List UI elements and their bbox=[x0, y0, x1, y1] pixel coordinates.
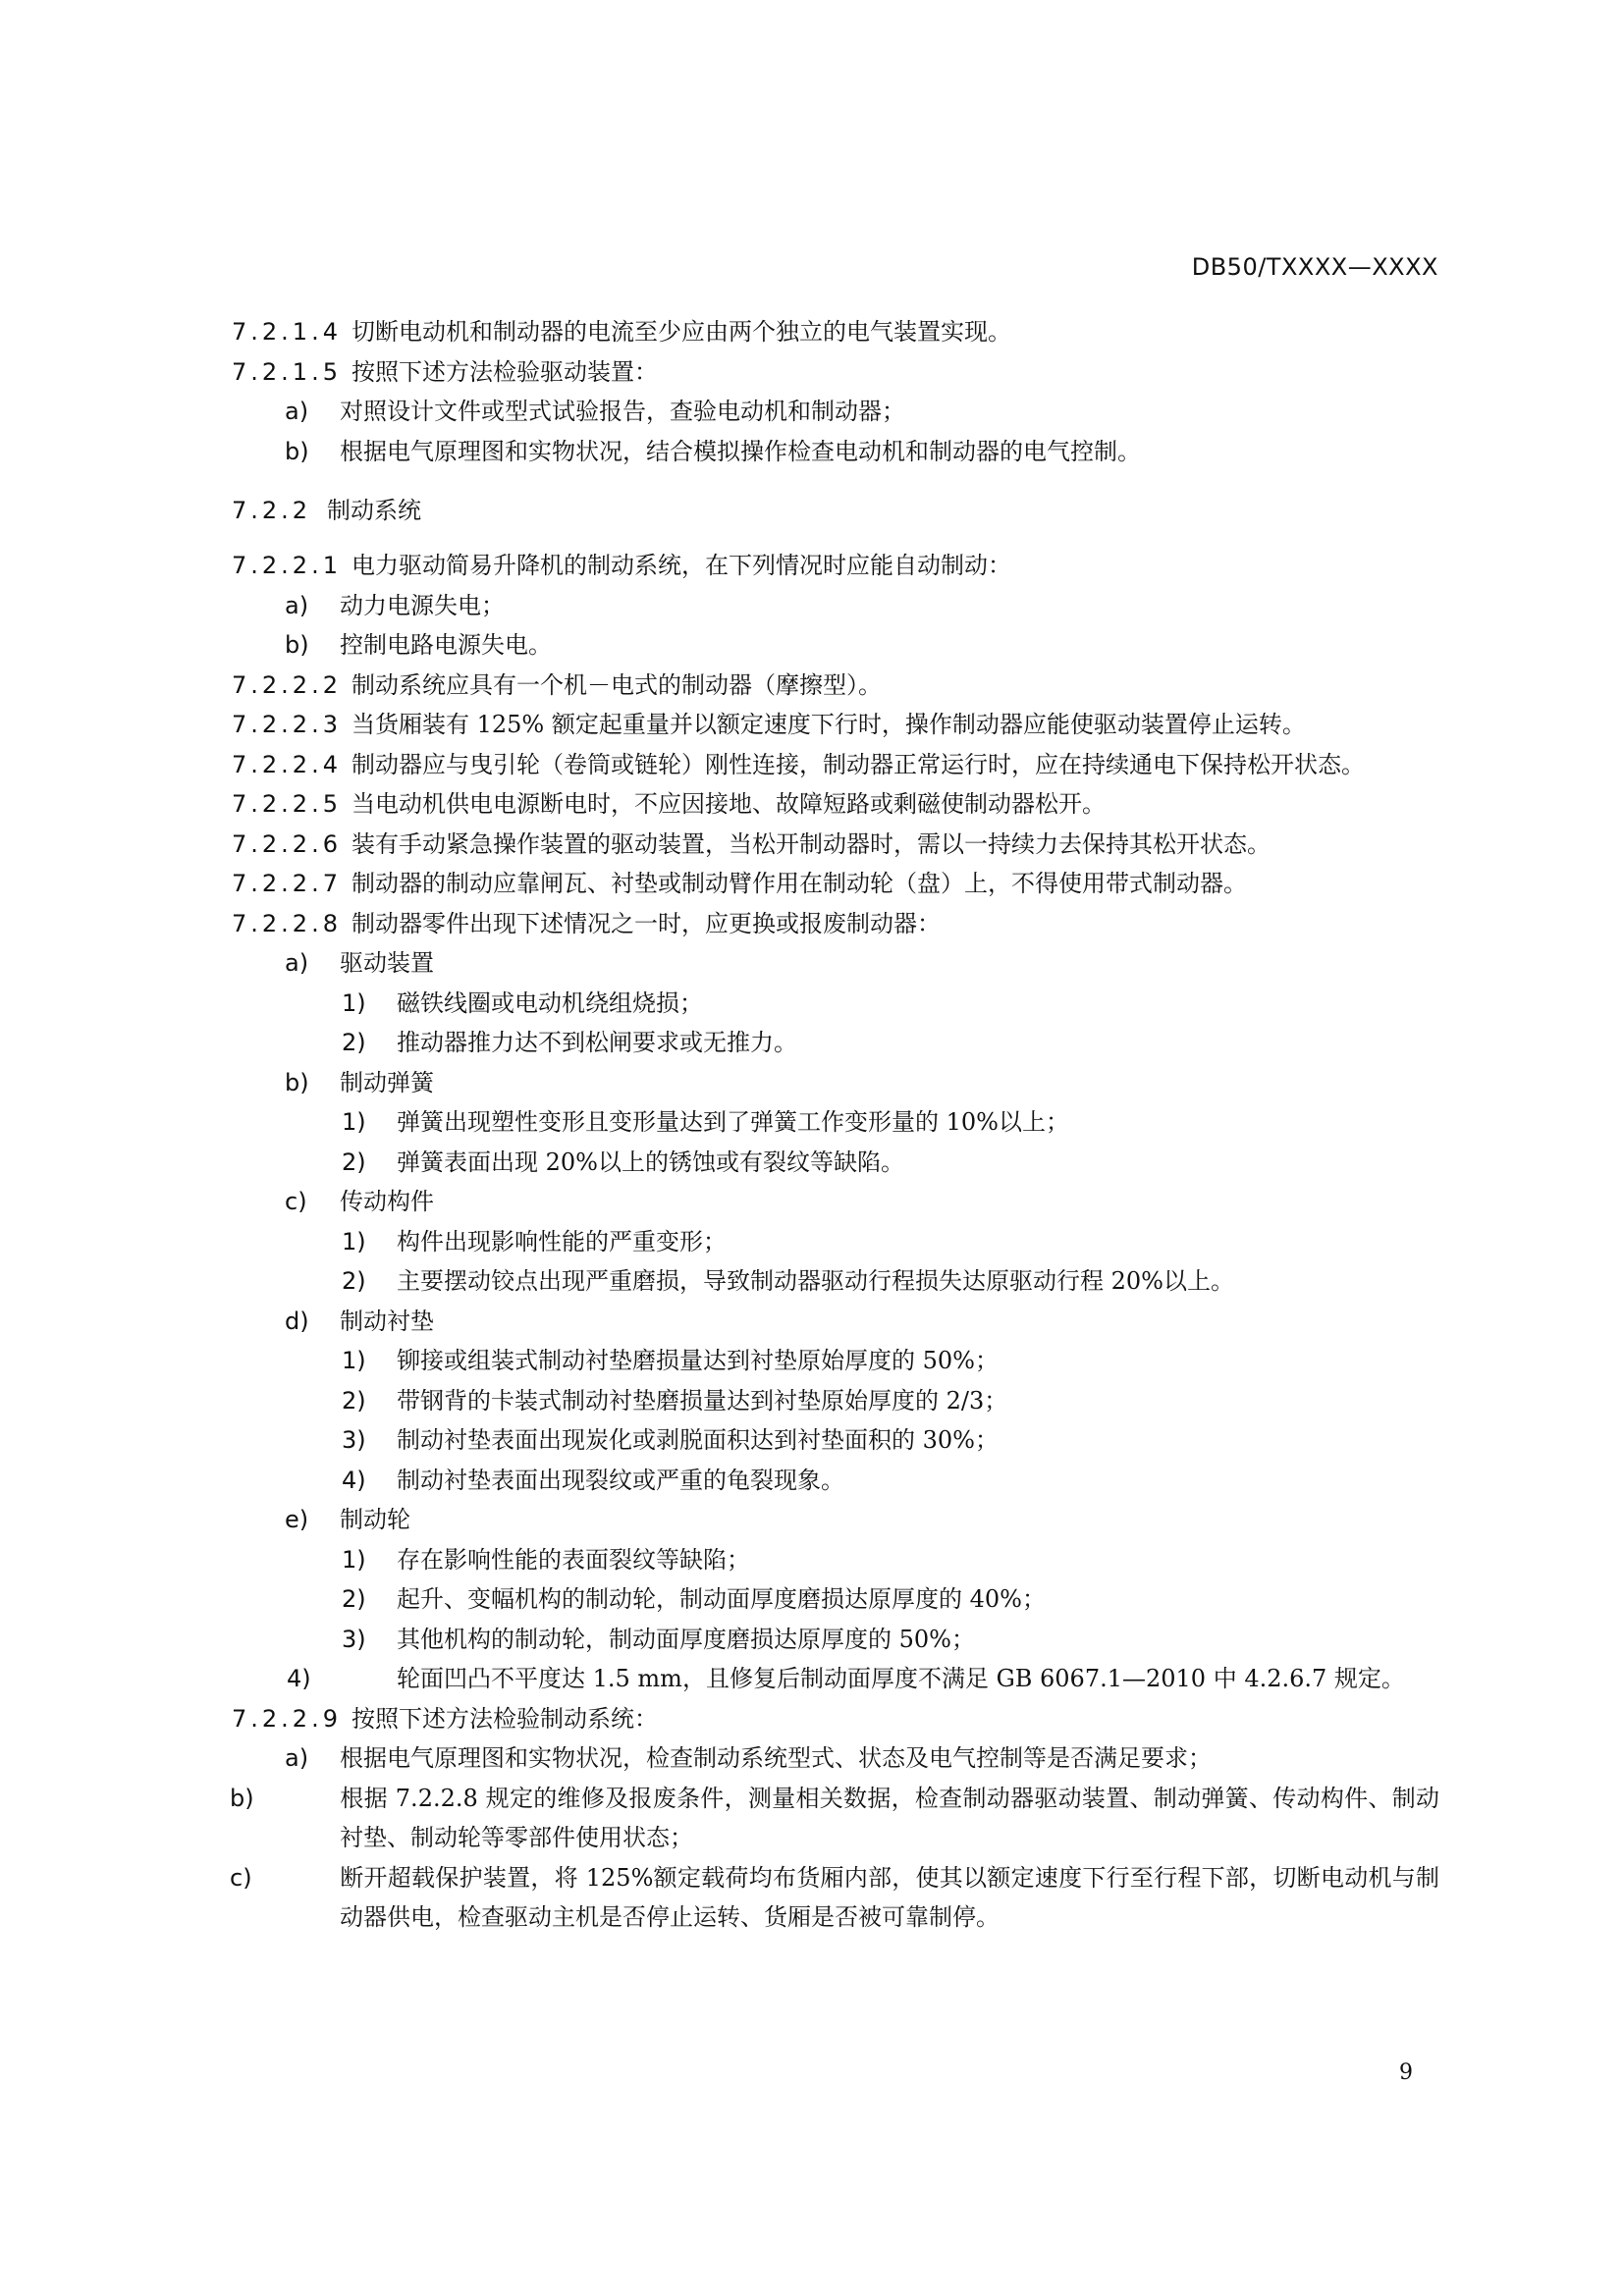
item-number: 7.2.2.3 bbox=[232, 711, 342, 738]
item-text: 当货厢装有 125% 额定起重量并以额定速度下行时，操作制动器应能使驱动装置停止运转。 bbox=[352, 711, 1306, 738]
section-heading bbox=[232, 485, 1439, 536]
item-text: 根据电气原理图和实物状况，结合模拟操作检查电动机和制动器的电气控制。 bbox=[340, 437, 1141, 465]
sub-list-item bbox=[232, 1381, 1439, 1421]
item-text: 控制电路电源失电。 bbox=[340, 631, 552, 659]
item-number: 2) bbox=[342, 1386, 366, 1415]
list-item bbox=[232, 1779, 1439, 1858]
item-number: 1) bbox=[342, 1545, 366, 1574]
item-number: a) bbox=[285, 949, 309, 977]
item-text: 制动器零件出现下述情况之一时，应更换或报废制动器： bbox=[352, 909, 941, 937]
item-text: 存在影响性能的表面裂纹等缺陷； bbox=[397, 1545, 750, 1574]
clause-line bbox=[232, 745, 1439, 785]
item-text: 制动轮 bbox=[340, 1506, 410, 1533]
item-text: 断开超载保护装置，将 125%额定载荷均布货厢内部，使其以额定速度下行至行程下部，切断电动机与制动器供电，检查驱动主机是否停止运转、货厢是否被可靠制停。 bbox=[340, 1863, 1439, 1931]
clause-line bbox=[232, 546, 1439, 586]
item-number: 1) bbox=[342, 1347, 366, 1374]
sub-list-item bbox=[232, 1261, 1439, 1302]
item-number: b) bbox=[285, 437, 309, 465]
item-text: 弹簧表面出现 20%以上的锈蚀或有裂纹等缺陷。 bbox=[397, 1148, 904, 1176]
item-text: 制动衬垫表面出现裂纹或严重的龟裂现象。 bbox=[397, 1466, 844, 1494]
item-text: 根据电气原理图和实物状况，检查制动系统型式、状态及电气控制等是否满足要求； bbox=[340, 1744, 1212, 1772]
page-content bbox=[232, 312, 1439, 1938]
item-number: 7.2.2.1 bbox=[232, 552, 342, 579]
page-number: 9 bbox=[1399, 2060, 1413, 2085]
item-number: c) bbox=[230, 1863, 252, 1892]
clause-line bbox=[232, 825, 1439, 865]
list-item bbox=[232, 1182, 1439, 1222]
item-number: 7.2.2.2 bbox=[232, 670, 342, 699]
item-text: 当电动机供电电源断电时，不应因接地、故障短路或剩磁使制动器松开。 bbox=[352, 790, 1106, 818]
item-text: 传动构件 bbox=[340, 1188, 434, 1215]
sub-list-item bbox=[232, 984, 1439, 1024]
item-text: 驱动装置 bbox=[340, 949, 434, 977]
item-number: 2) bbox=[342, 1148, 366, 1176]
list-item bbox=[232, 1500, 1439, 1540]
item-text: 制动弹簧 bbox=[340, 1068, 434, 1096]
clause-line bbox=[232, 666, 1439, 706]
item-number: 7.2.2.4 bbox=[232, 750, 342, 778]
item-text: 弹簧出现塑性变形且变形量达到了弹簧工作变形量的 10%以上； bbox=[397, 1108, 1069, 1136]
sub-list-item bbox=[232, 1659, 1439, 1699]
clause-line bbox=[232, 864, 1439, 904]
sub-list-item bbox=[232, 1461, 1439, 1501]
item-number: 7.2.2.5 bbox=[232, 790, 342, 818]
clause-line bbox=[232, 352, 1439, 393]
item-number: 7.2.1.5 bbox=[232, 357, 342, 386]
item-number: b) bbox=[285, 1068, 309, 1096]
document-code: DB50/TXXXX—XXXX bbox=[1191, 253, 1438, 281]
clause-line bbox=[232, 312, 1439, 352]
list-item bbox=[232, 1063, 1439, 1103]
item-number: 3) bbox=[342, 1426, 366, 1454]
item-text: 制动衬垫 bbox=[340, 1307, 434, 1335]
item-text: 制动衬垫表面出现炭化或剥脱面积达到衬垫面积的 30%； bbox=[397, 1426, 999, 1454]
item-number: b) bbox=[285, 631, 309, 659]
item-number: 3) bbox=[342, 1625, 366, 1653]
list-item bbox=[232, 392, 1439, 432]
item-number: c) bbox=[285, 1188, 307, 1215]
item-text: 切断电动机和制动器的电流至少应由两个独立的电气装置实现。 bbox=[352, 318, 1011, 346]
item-text: 轮面凹凸不平度达 1.5 mm，且修复后制动面厚度不满足 GB 6067.1—2010 中 4.2.6.7 规定。 bbox=[397, 1665, 1405, 1692]
item-number: d) bbox=[285, 1307, 309, 1335]
item-number: 1) bbox=[342, 988, 366, 1017]
sub-list-item bbox=[232, 1579, 1439, 1620]
item-text: 主要摆动铰点出现严重磨损，导致制动器驱动行程损失达原驱动行程 20%以上。 bbox=[397, 1267, 1234, 1295]
item-number: 7.2.2.6 bbox=[232, 829, 342, 858]
item-number: 2) bbox=[342, 1267, 366, 1295]
item-number: 1) bbox=[342, 1227, 366, 1255]
list-item bbox=[232, 1302, 1439, 1342]
item-text: 制动器应与曳引轮（卷筒或链轮）刚性连接，制动器正常运行时，应在持续通电下保持松开状态。 bbox=[352, 750, 1365, 778]
item-text: 对照设计文件或型式试验报告，查验电动机和制动器； bbox=[340, 398, 905, 425]
item-text: 制动系统 bbox=[327, 497, 421, 524]
item-number: 7.2.2.8 bbox=[232, 909, 342, 937]
clause-line bbox=[232, 904, 1439, 944]
item-number: 1) bbox=[342, 1108, 366, 1136]
item-text: 其他机构的制动轮，制动面厚度磨损达原厚度的 50%； bbox=[397, 1625, 975, 1653]
list-item bbox=[232, 625, 1439, 666]
sub-list-item bbox=[232, 1143, 1439, 1183]
item-text: 电力驱动简易升降机的制动系统，在下列情况时应能自动制动： bbox=[352, 552, 1011, 579]
item-number: 2) bbox=[342, 1029, 366, 1056]
sub-list-item bbox=[232, 1023, 1439, 1063]
clause-line bbox=[232, 705, 1439, 745]
item-text: 铆接或组装式制动衬垫磨损量达到衬垫原始厚度的 50%； bbox=[397, 1347, 999, 1374]
item-number: e) bbox=[285, 1506, 309, 1533]
item-number: a) bbox=[285, 591, 309, 619]
list-item bbox=[232, 586, 1439, 626]
sub-list-item bbox=[232, 1620, 1439, 1660]
item-text: 带钢背的卡装式制动衬垫磨损量达到衬垫原始厚度的 2/3； bbox=[397, 1386, 1008, 1415]
item-number: b) bbox=[230, 1784, 254, 1812]
sub-list-item bbox=[232, 1420, 1439, 1461]
list-item bbox=[232, 1858, 1439, 1938]
clause-line bbox=[232, 784, 1439, 825]
item-text: 磁铁线圈或电动机绕组烧损； bbox=[397, 988, 703, 1017]
item-text: 按照下述方法检验驱动装置： bbox=[352, 357, 658, 386]
clause-line bbox=[232, 1699, 1439, 1739]
list-item bbox=[232, 432, 1439, 472]
item-text: 装有手动紧急操作装置的驱动装置，当松开制动器时，需以一持续力去保持其松开状态。 bbox=[352, 829, 1271, 858]
item-number: 4) bbox=[342, 1466, 366, 1494]
sub-list-item bbox=[232, 1341, 1439, 1381]
item-text: 推动器推力达不到松闸要求或无推力。 bbox=[397, 1029, 797, 1056]
item-text: 按照下述方法检验制动系统： bbox=[352, 1704, 658, 1733]
sub-list-item bbox=[232, 1102, 1439, 1143]
item-text: 起升、变幅机构的制动轮，制动面厚度磨损达原厚度的 40%； bbox=[397, 1585, 1046, 1613]
list-item bbox=[232, 1738, 1439, 1779]
item-text: 制动系统应具有一个机－电式的制动器（摩擦型）。 bbox=[352, 670, 882, 699]
item-number: 7.2.1.4 bbox=[232, 318, 342, 346]
item-text: 动力电源失电； bbox=[340, 591, 505, 619]
sub-list-item bbox=[232, 1222, 1439, 1262]
item-text: 构件出现影响性能的严重变形； bbox=[397, 1227, 727, 1255]
item-text: 根据 7.2.2.8 规定的维修及报废条件，测量相关数据，检查制动器驱动装置、制动弹簧、传动构件、制动衬垫、制动轮等零部件使用状态； bbox=[340, 1784, 1439, 1851]
item-text: 制动器的制动应靠闸瓦、衬垫或制动臂作用在制动轮（盘）上，不得使用带式制动器。 bbox=[352, 870, 1247, 897]
sub-list-item bbox=[232, 1540, 1439, 1580]
item-number: 4) bbox=[287, 1665, 311, 1692]
item-number: a) bbox=[285, 1744, 309, 1772]
item-number: 7.2.2.7 bbox=[232, 870, 342, 897]
item-number: 7.2.2 bbox=[232, 497, 312, 524]
item-number: 7.2.2.9 bbox=[232, 1704, 342, 1733]
item-number: a) bbox=[285, 398, 309, 425]
list-item bbox=[232, 943, 1439, 984]
item-number: 2) bbox=[342, 1585, 366, 1613]
